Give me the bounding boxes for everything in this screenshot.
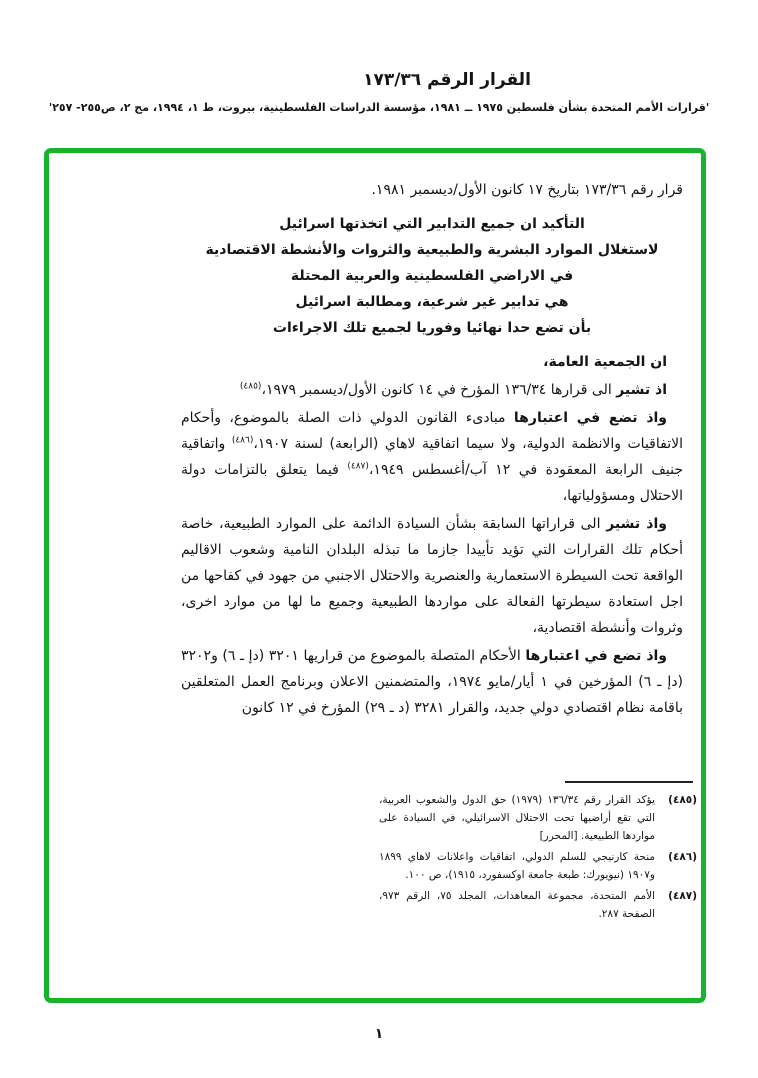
heading-line: بأن تضع حدا نهائيا وفوريا لجميع تلك الاجراءات bbox=[272, 320, 592, 336]
footnotes-list bbox=[379, 791, 697, 923]
paragraph-text: واذ تشير bbox=[606, 516, 667, 532]
body-paragraphs bbox=[181, 377, 683, 721]
heading-line: لاستغلال الموارد البشرية والطبيعية والثروات والأنشطة الاقتصادية bbox=[205, 242, 659, 258]
footnotes-section bbox=[379, 781, 697, 926]
heading-line: التأكيد ان جميع التدابير التي اتخذتها اسرائيل bbox=[279, 216, 585, 232]
heading-line: في الاراضي الفلسطينية والعربية المحتلة bbox=[290, 268, 574, 284]
paragraph-text: الى قرارها ١٣٦/٣٤ المؤرخ في ١٤ كانون الأول/ديسمبر ١٩٧٩، bbox=[261, 382, 617, 398]
paragraph-text: الأحكام المتصلة بالموضوع من قراريها ٣٢٠١ (دإ ـ ٦) و٣٢٠٢ (دإ ـ ٦) المؤرخين في ١ أيار/مايو ١٩٧٤، والمتضمنين الاعلان وبرنامج العمل المتعلقين باقامة نظام اقتصادي دولي جديد، والقرار ٣٢٨١ (د ـ ٢٩) المؤرخ في ١٢ كانون bbox=[181, 648, 684, 716]
footnote-text: الأمم المتحدة، مجموعة المعاهدات، المجلد ٧٥، الرقم ٩٧٣، الصفحة ٢٨٧. bbox=[379, 890, 655, 920]
footnote-text: منحة كارنيجي للسلم الدولي، اتفاقيات واعلانات لاهاي ١٨٩٩ و١٩٠٧ (نيويورك: طبعة جامعة اوكسفورد، ١٩١٥)، ص ١٠٠. bbox=[379, 851, 655, 881]
body-paragraph bbox=[181, 405, 683, 509]
assembly-opener: ان الجمعية العامة، bbox=[543, 354, 667, 370]
footnote-marker: (٤٨٦) bbox=[668, 851, 697, 863]
paragraph-text: الى قراراتها السابقة بشأن السيادة الدائمة على الموارد الطبيعية، خاصة أحكام تلك القرارات التي تؤيد تأييدا جازما ما تبذله البلدان النامية وشعوب الاقاليم الواقعة تحت السيطرة الاستعمارية والعنصرية والاحتلال الاجنبي من جهود في كفاحها من اجل استعادة سيطرتها الفعالة على مواردها الطبيعية وجميع ما لها من موارد اخرى، وثروات وأنشطة اقتصادية، bbox=[181, 516, 683, 636]
body-paragraph bbox=[181, 643, 683, 721]
body-paragraph bbox=[181, 511, 683, 641]
body-paragraph bbox=[181, 377, 683, 403]
paragraph-text: واذ تضع في اعتبارها bbox=[513, 410, 668, 426]
footnote-marker: (٤٨٧) bbox=[668, 890, 697, 902]
resolution-date-line: قرار رقم ١٧٣/٣٦ بتاريخ ١٧ كانون الأول/ديسمبر ١٩٨١. bbox=[371, 182, 683, 198]
footnote-ref: (٤٨٥) bbox=[239, 381, 262, 392]
footnote-ref: (٤٨٧) bbox=[347, 461, 369, 472]
resolution-frame bbox=[44, 148, 706, 1003]
footnote-ref: (٤٨٦) bbox=[231, 435, 254, 446]
paragraph-text: اذ تشير bbox=[616, 382, 667, 398]
source-citation: 'قرارات الأمم المتحدة بشأن فلسطين ١٩٧٥ ــ ١٩٨١، مؤسسة الدراسات الفلسطينية، بيروت، ط ١، ١٩٩٤، مج ٢، ص٢٥٥- ٢٥٧' bbox=[48, 101, 710, 114]
footnote bbox=[379, 791, 697, 845]
resolution-heading bbox=[181, 211, 683, 341]
footnote-separator bbox=[565, 781, 693, 783]
paragraph-text: واتفاقية جنيف الرابعة المعقودة في ١٢ آب/أغسطس ١٩٤٩، bbox=[181, 436, 683, 478]
paragraph-text: مبادىء القانون الدولي ذات الصلة بالموضوع، وأحكام الاتفاقيات والانظمة الدولية، ولا سيما اتفاقية لاهاي (الرابعة) لسنة ١٩٠٧، bbox=[181, 410, 683, 452]
page-number: ١ bbox=[374, 1026, 384, 1042]
footnote-text: يؤكد القرار رقم ١٣٦/٣٤ (١٩٧٩) حق الدول والشعوب العربية، التي تقع أراضيها تحت الاحتلال الاسرائيلي، في السيادة على مواردها الطبيعية. [المحرر] bbox=[379, 794, 655, 842]
footnote bbox=[379, 887, 697, 923]
paragraph-text: واذ تضع في اعتبارها bbox=[525, 648, 668, 664]
page-title: القرار الرقم ١٧٣/٣٦ bbox=[363, 70, 531, 90]
paragraph-text: فيما يتعلق بالتزامات دولة الاحتلال ومسؤولياتها، bbox=[181, 462, 683, 504]
resolution-body bbox=[181, 177, 683, 723]
footnote-marker: (٤٨٥) bbox=[668, 794, 697, 806]
heading-line: هي تدابير غير شرعية، ومطالبة اسرائيل bbox=[295, 294, 569, 310]
footnote bbox=[379, 848, 697, 884]
